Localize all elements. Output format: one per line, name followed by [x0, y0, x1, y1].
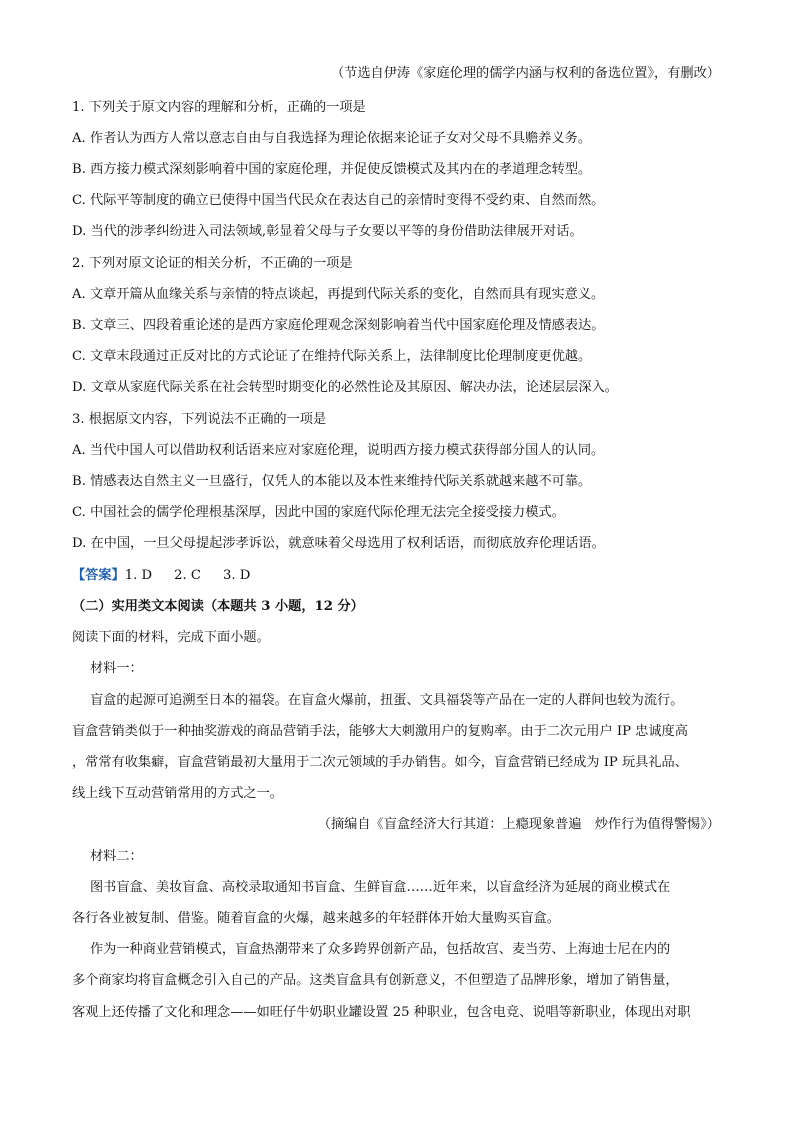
- question-2-option-c: C. 文章末段通过正反对比的方式论证了在维持代际关系上，法律制度比伦理制度更优越。: [72, 349, 592, 364]
- material-1-line-3: ，常常有收集癖，盲盒营销最初大量用于二次元领域的手办销售。如今，盲盒营销已经成为 IP 玩具礼品、: [72, 755, 688, 770]
- question-3-option-d: D. 在中国，一旦父母提起涉孝诉讼，就意味着父母选用了权利话语，而彻底放弃伦理话语。: [72, 536, 605, 551]
- material-2-para-2-line-2: 多个商家均将盲盒概念引入自己的产品。这类盲盒具有创新意义，不但塑造了品牌形象，增加了销售量，: [72, 973, 679, 988]
- material-1-line-1: 盲盒的起源可追溯至日本的福袋。在盲盒火爆前，扭蛋、文具福袋等产品在一定的人群间也较为流行。: [90, 693, 684, 708]
- material-2-para-1-line-2: 各行各业被复制、借鉴。随着盲盒的火爆，越来越多的年轻群体开始大量购买盲盒。: [72, 911, 560, 926]
- source-note-1: （节选自伊涛《家庭伦理的儒学内涵与权利的备选位置》，有删改）: [330, 66, 720, 81]
- material-2-para-2-line-1: 作为一种商业营销模式，盲盒热潮带来了众多跨界创新产品，包括故宫、麦当劳、上海迪士尼在内的: [90, 942, 671, 957]
- question-2-stem: 2. 下列对原文论证的相关分析，不正确的一项是: [72, 256, 353, 271]
- material-2-para-2-line-3: 客观上还传播了文化和理念——如旺仔牛奶职业罐设置 25 种职业，包含电竞、说唱等新职业，体现出对职: [72, 1005, 691, 1020]
- answer-item-1: 1. D: [124, 568, 153, 583]
- material-1-line-4: 线上线下互动营销常用的方式之一。: [72, 786, 283, 801]
- material-1-line-2: 盲盒营销类似于一种抽奖游戏的商品营销手法，能够大大刺激用户的复购率。由于二次元用户 IP 忠诚度高: [72, 724, 688, 739]
- question-2-option-d: D. 文章从家庭代际关系在社会转型时期变化的必然性论及其原因、解决办法，论述层层深入。: [72, 380, 618, 395]
- answer-item-3: 3. D: [222, 568, 251, 583]
- question-1-option-c: C. 代际平等制度的确立已使得中国当代民众在表达自己的亲情时变得不受约束、自然而然。: [72, 193, 605, 208]
- question-3-option-c: C. 中国社会的儒学伦理根基深厚，因此中国的家庭代际伦理无法完全接受接力模式。: [72, 505, 565, 520]
- question-1-option-d: D. 当代的涉孝纠纷进入司法领域,彰显着父母与子女要以平等的身份借助法律展开对话。: [72, 224, 583, 239]
- material-1-label: 材料一：: [90, 661, 143, 676]
- material-2-label: 材料二：: [90, 849, 143, 864]
- section-2-heading: （二）实用类文本阅读（本题共 3 小题，12 分）: [72, 599, 364, 614]
- answer-tag: 【答案】: [72, 568, 125, 583]
- question-2-option-b: B. 文章三、四段着重论述的是西方家庭伦理观念深刻影响着当代中国家庭伦理及情感表达。: [72, 318, 605, 333]
- question-3-option-a: A. 当代中国人可以借助权利话语来应对家庭伦理，说明西方接力模式获得部分国人的认同。: [72, 443, 605, 458]
- question-3-stem: 3. 根据原文内容，下列说法不正确的一项是: [72, 412, 327, 427]
- question-2-option-a: A. 文章开篇从血缘关系与亲情的特点谈起，再提到代际关系的变化，自然而具有现实意义。: [72, 287, 605, 302]
- question-1-option-b: B. 西方接力模式深刻影响着中国的家庭伦理，并促使反馈模式及其内在的孝道理念转型。: [72, 162, 592, 177]
- question-3-option-b: B. 情感表达自然主义一旦盛行，仅凭人的本能以及本性来维持代际关系就越来越不可靠。: [72, 474, 592, 489]
- source-note-2: （摘编自《盲盒经济大行其道：上瘾现象普遍 炒作行为值得警惕》）: [317, 817, 720, 832]
- answer-line: [72, 566, 732, 586]
- question-1-stem: 1. 下列关于原文内容的理解和分析，正确的一项是: [72, 100, 366, 115]
- material-2-para-1-line-1: 图书盲盒、美妆盲盒、高校录取通知书盲盒、生鲜盲盒……近年来，以盲盒经济为延展的商业模式在: [90, 880, 671, 895]
- question-1-option-a: A. 作者认为西方人常以意志自由与自我选择为理论依据来论证子女对父母不具赡养义务。: [72, 131, 592, 146]
- answer-item-2: 2. C: [174, 568, 201, 583]
- section-2-instruction: 阅读下面的材料，完成下面小题。: [72, 630, 270, 645]
